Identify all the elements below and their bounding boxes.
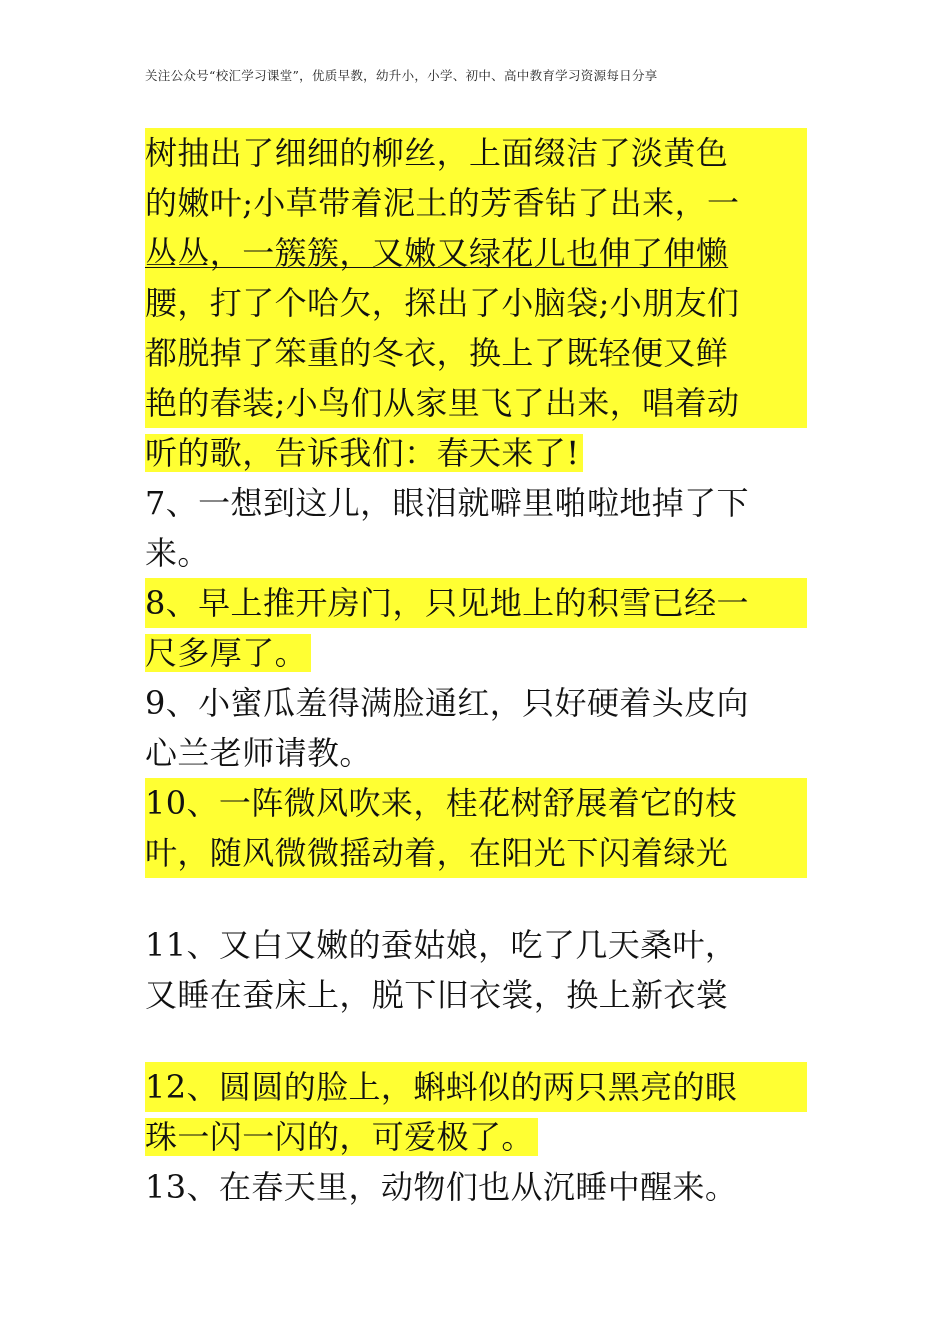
text-line: 尺多厚了。 <box>145 628 807 678</box>
text-line: 13、在春天里，动物们也从沉睡中醒来。 <box>145 1168 738 1206</box>
sentence-item-8 <box>145 578 807 678</box>
spacer <box>145 878 807 920</box>
document-body <box>145 128 807 1212</box>
sentence-item-7 <box>145 478 807 578</box>
sentence-item-13 <box>145 1162 807 1212</box>
text-line: 腰，打了个哈欠，探出了小脑袋;小朋友们 <box>145 278 807 328</box>
text-line: 丛丛，一簇簇，又嫩又绿花儿也伸了伸懒 <box>145 228 807 278</box>
sentence-item-9 <box>145 678 807 778</box>
text-line: 12、圆圆的脸上，蝌蚪似的两只黑亮的眼 <box>145 1062 807 1112</box>
paragraph-spring <box>145 128 807 478</box>
text-line: 10、一阵微风吹来，桂花树舒展着它的枝 <box>145 778 807 828</box>
text-line: 珠一闪一闪的，可爱极了。 <box>145 1112 807 1162</box>
text-line: 7、一想到这儿，眼泪就噼里啪啦地掉了下 <box>145 484 749 522</box>
text-line: 9、小蜜瓜羞得满脸通红，只好硬着头皮向 <box>145 684 749 722</box>
text-line: 又睡在蚕床上，脱下旧衣裳，换上新衣裳 <box>145 976 729 1014</box>
sentence-item-12 <box>145 1062 807 1162</box>
text-line: 艳的春装;小鸟们从家里飞了出来，唱着动 <box>145 378 807 428</box>
text-line: 11、又白又嫩的蚕姑娘，吃了几天桑叶， <box>145 926 738 964</box>
sentence-item-11 <box>145 920 807 1020</box>
text-line: 来。 <box>145 534 210 572</box>
text-line: 的嫩叶;小草带着泥土的芳香钻了出来，一 <box>145 178 807 228</box>
text-line: 听的歌，告诉我们：春天来了! <box>145 428 807 478</box>
text-line: 叶，随风微微摇动着，在阳光下闪着绿光 <box>145 828 807 878</box>
text-line: 树抽出了细细的柳丝，上面缀洁了淡黄色 <box>145 128 807 178</box>
text-line: 8、早上推开房门，只见地上的积雪已经一 <box>145 578 807 628</box>
text-line: 心兰老师请教。 <box>145 734 372 772</box>
sentence-item-10 <box>145 778 807 878</box>
text-line: 都脱掉了笨重的冬衣，换上了既轻便又鲜 <box>145 328 807 378</box>
page-header: 关注公众号“校汇学习课堂”，优质早教，幼升小，小学、初中、高中教育学习资源每日分享 <box>145 68 658 83</box>
spacer <box>145 1020 807 1062</box>
